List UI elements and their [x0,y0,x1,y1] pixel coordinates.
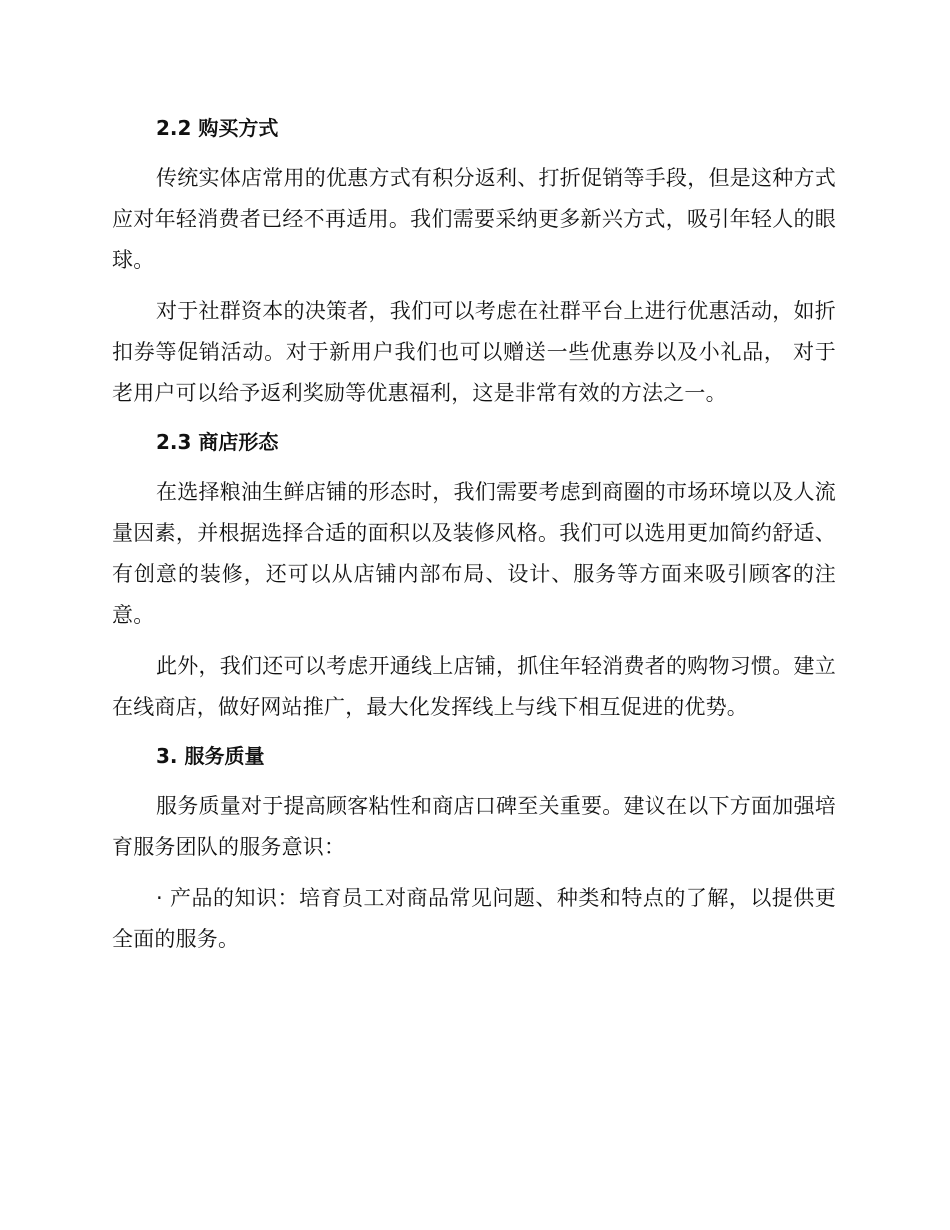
paragraph-community-promotions: 对于社群资本的决策者，我们可以考虑在社群平台上进行优惠活动，如折扣券等促销活动。对于新用户我们也可以赠送一些优惠券以及小礼品， 对于老用户可以给予返利奖励等优惠福利，这是非常有效的方法之一。 [112,299,836,405]
paragraph-traditional-discounts: 传统实体店常用的优惠方式有积分返利、打折促销等手段，但是这种方式应对年轻消费者已经不再适用。我们需要采纳更多新兴方式，吸引年轻人的眼球。 [112,166,836,272]
paragraph-store-decoration: 在选择粮油生鲜店铺的形态时，我们需要考虑到商圈的市场环境以及人流量因素，并根据选择合适的面积以及装修风格。我们可以选用更加简约舒适、有创意的装修，还可以从店铺内部布局、设计、服务等方面来吸引顾客的注意。 [112,480,836,627]
section-heading-store-form: 2.3 商店形态 [156,430,279,454]
paragraph-online-store: 此外，我们还可以考虑开通线上店铺，抓住年轻消费者的购物习惯。建立在线商店，做好网站推广，最大化发挥线上与线下相互促进的优势。 [112,654,836,719]
list-item-product-knowledge: · 产品的知识：培育员工对商品常见问题、种类和特点的了解，以提供更全面的服务。 [112,886,836,951]
section-heading-purchase-method: 2.2 购买方式 [156,116,279,140]
document-body [112,110,836,970]
paragraph-service-importance: 服务质量对于提高顾客粘性和商店口碑至关重要。建议在以下方面加强培育服务团队的服务意识： [112,794,836,859]
section-heading-service-quality: 3. 服务质量 [156,744,265,768]
